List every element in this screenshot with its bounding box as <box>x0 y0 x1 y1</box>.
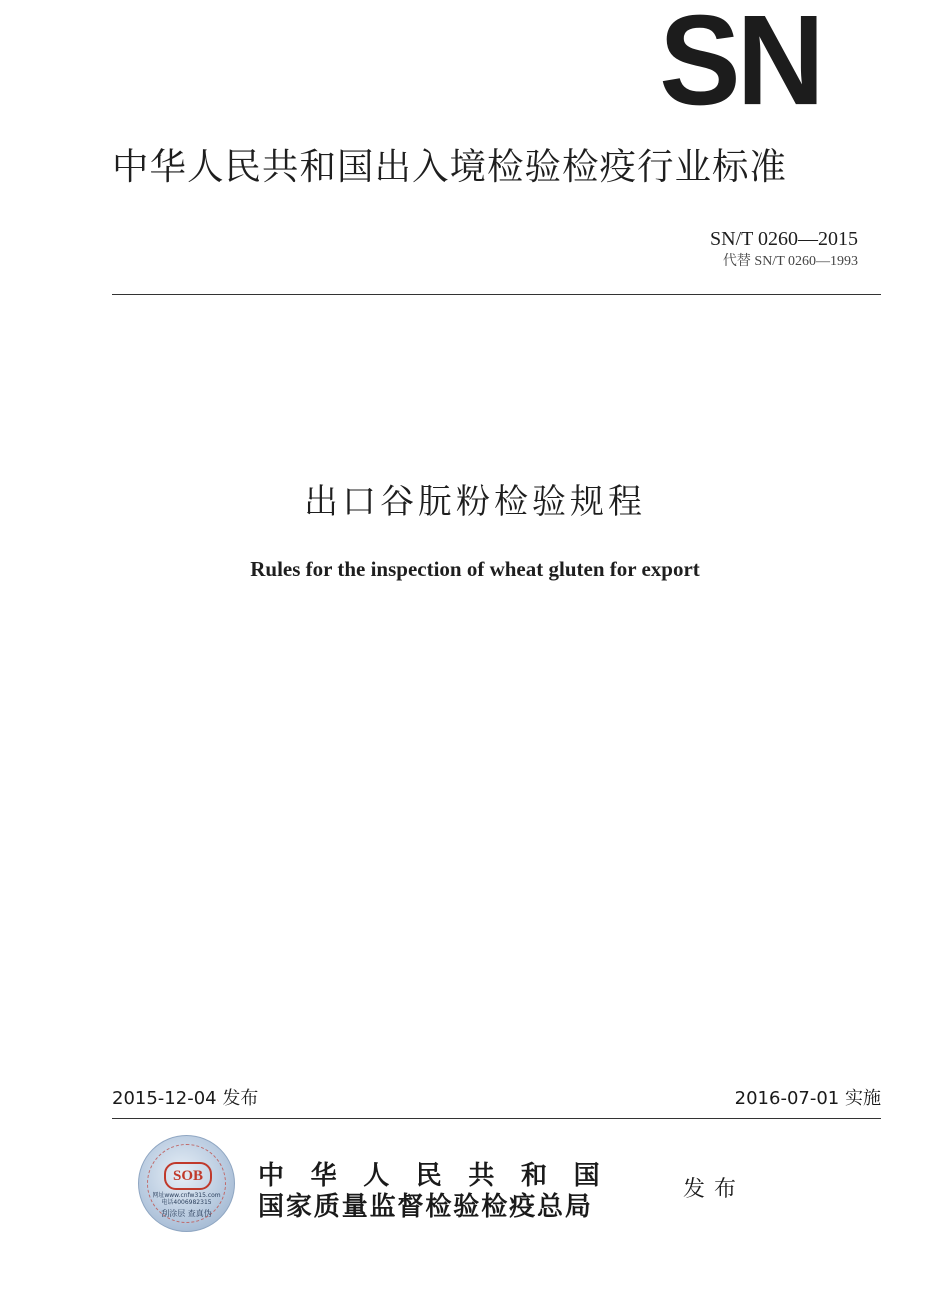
seal-phone: 电话4006982315 <box>161 1199 212 1206</box>
top-divider <box>112 294 881 295</box>
publisher-verb: 发布 <box>683 1177 746 1202</box>
seal-website: 网址www.cnfw315.com <box>152 1192 221 1199</box>
publisher-line-1: 中华人民共和国 <box>258 1161 627 1191</box>
sn-logo: SN <box>659 9 821 111</box>
publisher-line-2: 国家质量监督检验检疫总局 <box>258 1192 593 1222</box>
seal-logo-icon: SOB <box>164 1162 212 1190</box>
bottom-divider <box>112 1118 881 1119</box>
seal-scratch-label: 刮涂层 查真伪 <box>161 1209 212 1218</box>
industry-standard-heading: 中华人民共和国出入境检验检疫行业标准 <box>112 145 787 188</box>
document-title-en: Rules for the inspection of wheat gluten for export <box>250 557 700 581</box>
replaces-standard: 代替 SN/T 0260—1993 <box>722 254 858 269</box>
standard-code: SN/T 0260—2015 <box>710 228 858 250</box>
implementation-date: 2016-07-01 实施 <box>734 1088 881 1109</box>
anti-counterfeit-seal <box>138 1135 235 1232</box>
document-title-cn: 出口谷朊粉检验规程 <box>304 482 646 522</box>
issue-date: 2015-12-04 发布 <box>112 1088 259 1109</box>
